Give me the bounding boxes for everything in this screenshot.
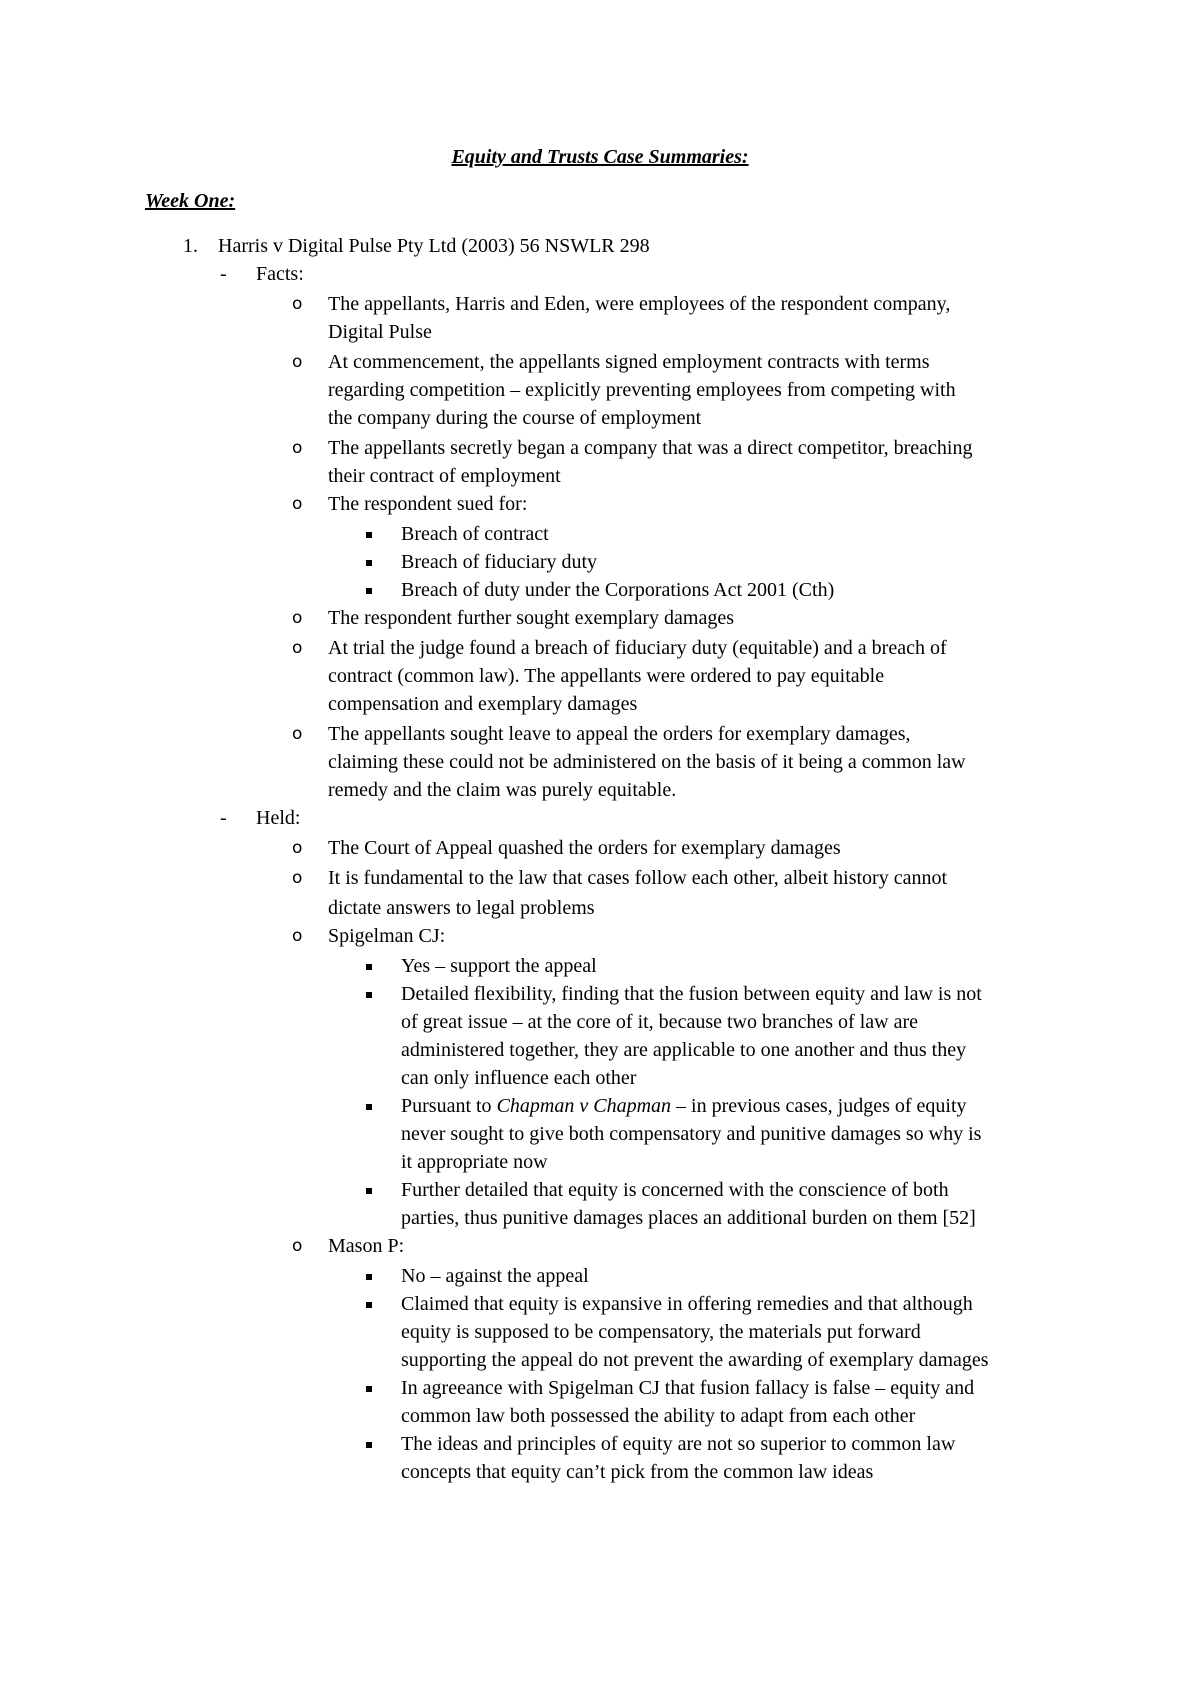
fact-line: The appellants, Harris and Eden, were employees of the respondent company, [328,293,951,315]
fact-line: The respondent further sought exemplary damages [328,607,734,629]
circle-bullet-icon: o [292,1236,303,1256]
case-number: 1. [183,235,198,257]
square-bullet-icon [366,1092,372,1120]
spigelman-line: never sought to give both compensatory and punitive damages so why is [401,1123,982,1145]
circle-bullet-icon: o [292,868,303,888]
square-bullet-icon [366,1290,372,1318]
square-bullet-icon [366,1430,372,1458]
mason-line: supporting the appeal do not prevent the awarding of exemplary damages [401,1349,989,1371]
square-bullet-icon [366,548,372,576]
case-citation: Chapman v Chapman [496,1095,672,1117]
dash-marker: - [220,263,227,285]
square-bullet-icon [366,576,372,604]
spigelman-line: parties, thus punitive damages places an additional burden on them [52] [401,1207,976,1229]
spigelman-line: Further detailed that equity is concerned with the conscience of both [401,1179,949,1201]
mason-line: common law both possessed the ability to adapt from each other [401,1405,916,1427]
mason-line: concepts that equity can’t pick from the common law ideas [401,1461,874,1483]
circle-bullet-icon: o [292,438,303,458]
spigelman-line: of great issue – at the core of it, because two branches of law are [401,1011,919,1033]
sued-for-item: Breach of fiduciary duty [401,551,598,573]
mason-line: In agreeance with Spigelman CJ that fusion fallacy is false – equity and [401,1377,975,1399]
spigelman-line: Pursuant to Chapman v Chapman – in previous cases, judges of equity [401,1095,967,1117]
circle-bullet-icon: o [292,724,303,744]
circle-bullet-icon: o [292,838,303,858]
fact-line: The appellants secretly began a company that was a direct competitor, breaching [328,437,973,459]
fact-line: contract (common law). The appellants were ordered to pay equitable [328,665,885,687]
week-heading: Week One: [145,190,236,212]
sued-for-item: Breach of duty under the Corporations Act 2001 (Cth) [401,579,835,601]
fact-line: compensation and exemplary damages [328,693,638,715]
circle-bullet-icon: o [292,926,303,946]
held-line: dictate answers to legal problems [328,897,595,919]
mason-line: No – against the appeal [401,1265,589,1287]
fact-line: regarding competition – explicitly preventing employees from competing with [328,379,956,401]
mason-line: Claimed that equity is expansive in offering remedies and that although [401,1293,973,1315]
fact-line: The respondent sued for: [328,493,528,515]
square-bullet-icon [366,1262,372,1290]
spigelman-line: Detailed flexibility, finding that the fusion between equity and law is not [401,983,982,1005]
held-line: It is fundamental to the law that cases follow each other, albeit history cannot [328,867,948,889]
dash-marker: - [220,807,227,829]
square-bullet-icon [366,1176,372,1204]
spigelman-line: administered together, they are applicable to one another and thus they [401,1039,967,1061]
sued-for-item: Breach of contract [401,523,549,545]
held-line: The Court of Appeal quashed the orders for exemplary damages [328,837,841,859]
square-bullet-icon [366,520,372,548]
fact-line: their contract of employment [328,465,561,487]
case-name: Harris v Digital Pulse Pty Ltd (2003) 56 NSWLR 298 [218,235,650,257]
circle-bullet-icon: o [292,294,303,314]
square-bullet-icon [366,952,372,980]
circle-bullet-icon: o [292,352,303,372]
mason-line: equity is supposed to be compensatory, the materials put forward [401,1321,921,1343]
fact-line: At trial the judge found a breach of fiduciary duty (equitable) and a breach of [328,637,947,659]
mason-line: The ideas and principles of equity are not so superior to common law [401,1433,956,1455]
held-line: Spigelman CJ: [328,925,446,947]
fact-line: claiming these could not be administered on the basis of it being a common law [328,751,966,773]
fact-line: The appellants sought leave to appeal the orders for exemplary damages, [328,723,911,745]
spigelman-line: can only influence each other [401,1067,637,1089]
circle-bullet-icon: o [292,494,303,514]
circle-bullet-icon: o [292,608,303,628]
held-label: Held: [256,807,301,829]
fact-line: the company during the course of employment [328,407,702,429]
square-bullet-icon [366,980,372,1008]
spigelman-line: it appropriate now [401,1151,548,1173]
square-bullet-icon [366,1374,372,1402]
document-title: Equity and Trusts Case Summaries: [451,146,749,168]
circle-bullet-icon: o [292,638,303,658]
spigelman-line: Yes – support the appeal [401,955,597,977]
mason-label: Mason P: [328,1235,405,1257]
fact-line: remedy and the claim was purely equitable. [328,779,677,801]
fact-line: Digital Pulse [328,321,432,343]
fact-line: At commencement, the appellants signed employment contracts with terms [328,351,930,373]
facts-label: Facts: [256,263,304,285]
